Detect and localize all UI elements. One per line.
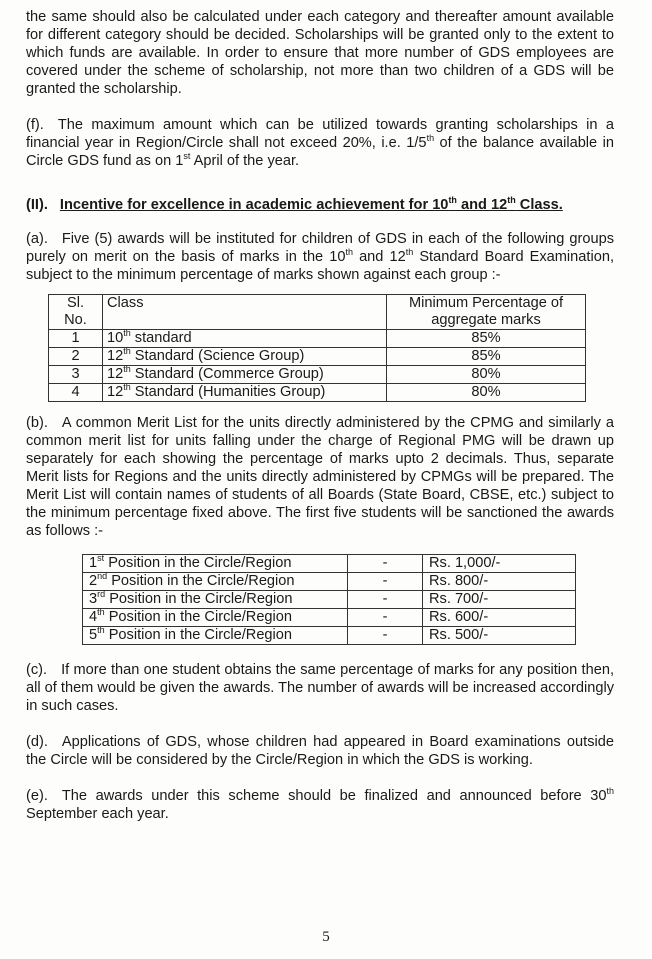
table-row: 2nd Position in the Circle/Region - Rs. 800/-: [83, 573, 576, 591]
table-row: 5th Position in the Circle/Region - Rs. 500/-: [83, 627, 576, 645]
intro-paragraph: the same should also be calculated under each category and thereafter amount available for different category should be decided. Scholarships will be granted only to the extent to which funds are available. In order to ensure that more number of GDS employees are covered under the scheme of scholarship, not more than two children of a GDS will be granted the scholarship.: [26, 9, 614, 97]
section-ii-label: (II).: [26, 197, 48, 213]
table-row: 3 12th Standard (Commerce Group) 80%: [49, 366, 586, 384]
awards-table: [82, 554, 576, 645]
paragraph-f-label: (f).: [26, 117, 44, 133]
paragraph-a-label: (a).: [26, 231, 48, 247]
paragraph-a: (a). Five (5) awards will be instituted for children of GDS in each of the following groups purely on merit on the basis of marks in the 10th and 12th Standard Board Examination, subject to the minimum percentage of marks shown against each group :-: [26, 231, 614, 283]
table-row: 3rd Position in the Circle/Region - Rs. 700/-: [83, 591, 576, 609]
paragraph-d-label: (d).: [26, 734, 48, 750]
paragraph-b: (b). A common Merit List for the units directly administered by the CPMG and similarly a common merit list for units falling under the charge of Regional PMG will be drawn up separately for each showing the percentage of marks upto 2 decimals. Thus, separate Merit lists for Regions and the units directly administered by CPMGs will be prepared. The Merit List will contain names of students of all Boards (State Board, CBSE, etc.) subject to the minimum percentage fixed above. The first five students will be sanctioned the awards as follows :-: [26, 415, 614, 539]
table-row: 4 12th Standard (Humanities Group) 80%: [49, 384, 586, 402]
table-row: 1st Position in the Circle/Region - Rs. 1,000/-: [83, 555, 576, 573]
min-percentage-header: Minimum Percentage of aggregate marks: [387, 295, 586, 330]
paragraph-c-label: (c).: [26, 662, 48, 678]
paragraph-d: (d). Applications of GDS, whose children had appeared in Board examinations outside the Circle will be considered by the Circle/Region in which the GDS is working.: [26, 734, 614, 768]
table-row: 4th Position in the Circle/Region - Rs. 600/-: [83, 609, 576, 627]
paragraph-e-label: (e).: [26, 788, 48, 804]
table-row: 2 12th Standard (Science Group) 85%: [49, 348, 586, 366]
sl-no-header: Sl. No.: [49, 295, 103, 330]
table-header-row: [49, 295, 586, 330]
section-ii-heading: [26, 196, 614, 214]
section-ii-title: Incentive for excellence in academic achievement for 10th and 12th Class.: [59, 195, 563, 213]
paragraph-b-label: (b).: [26, 415, 48, 431]
minimum-marks-table: [48, 294, 586, 402]
class-header: Class: [103, 295, 387, 330]
page-number: 5: [322, 929, 330, 945]
paragraph-c: (c). If more than one student obtains the same percentage of marks for any position then, all of them would be given the awards. The number of awards will be increased accordingly in such cases.: [26, 662, 614, 714]
document-page: [26, 8, 614, 841]
table-row: 1 10th standard 85%: [49, 330, 586, 348]
paragraph-f: (f). The maximum amount which can be utilized towards granting scholarships in a financial year in Region/Circle shall not exceed 20%, i.e. 1/5th of the balance available in Circle GDS fund as on 1st April of the year.: [26, 117, 614, 169]
paragraph-e: (e). The awards under this scheme should be finalized and announced before 30th September each year.: [26, 786, 614, 822]
